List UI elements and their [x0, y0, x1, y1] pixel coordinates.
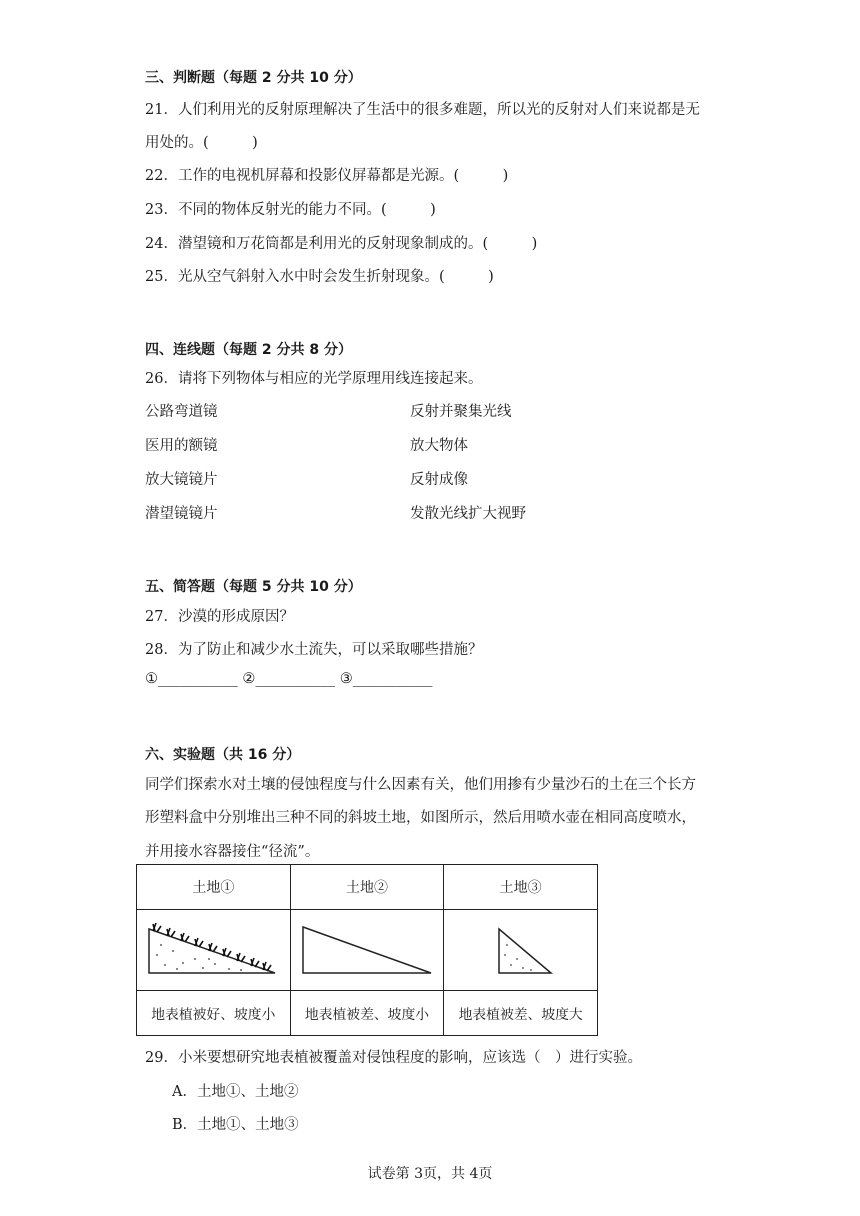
- question-25: 25．光从空气斜射入水中时会发生折射现象。( ): [145, 269, 494, 285]
- land2-slope-figure: [290, 910, 444, 991]
- experiment-intro-line2: 形塑料盒中分别堆出三种不同的斜坡土地，如图所示，然后用喷水壶在相同高度喷水，: [145, 810, 696, 826]
- match-right-item: 反射成像: [410, 472, 468, 488]
- land2-description: 地表植被差、坡度小: [290, 991, 444, 1036]
- bare-steep-slope-icon: [451, 915, 591, 985]
- land1-slope-figure: [137, 910, 291, 991]
- experiment-intro-line3: 并用接水容器接住“径流”。: [145, 844, 320, 860]
- question-26: 26．请将下列物体与相应的光学原理用线连接起来。: [145, 371, 483, 387]
- question-21-line1: 21．人们利用光的反射原理解决了生活中的很多难题，所以光的反射对人们来说都是无: [145, 102, 700, 118]
- match-right-item: 反射并聚集光线: [410, 404, 512, 420]
- answer-blanks[interactable]: ①___________ ②___________ ③___________: [145, 671, 433, 687]
- question-29: 29．小米要想研究地表植被覆盖对侵蚀程度的影响，应该选（ ）进行实验。: [145, 1050, 642, 1066]
- option-a[interactable]: A．土地①、土地②: [172, 1084, 299, 1100]
- experiment-intro-line1: 同学们探索水对土壤的侵蚀程度与什么因素有关，他们用掺有少量沙石的土在三个长方: [145, 777, 696, 793]
- section3-title: 三、判断题（每题 2 分共 10 分）: [145, 70, 362, 86]
- match-left-item: 公路弯道镜: [145, 404, 218, 420]
- land1-description: 地表植被好、坡度小: [137, 991, 291, 1036]
- land3-slope-figure: [444, 910, 598, 991]
- question-22: 22．工作的电视机屏幕和投影仪屏幕都是光源。( ): [145, 168, 509, 184]
- question-27: 27．沙漠的形成原因？: [145, 609, 294, 625]
- table-header-land3: 土地③: [444, 865, 598, 910]
- bare-gentle-slope-icon: [297, 915, 437, 985]
- match-right-item: 放大物体: [410, 438, 468, 454]
- question-21-line2: 用处的。( ): [145, 135, 258, 151]
- match-left-item: 潜望镜镜片: [145, 506, 218, 522]
- match-left-item: 放大镜镜片: [145, 472, 218, 488]
- land3-description: 地表植被差、坡度大: [444, 991, 598, 1036]
- question-23: 23．不同的物体反射光的能力不同。( ): [145, 202, 436, 218]
- option-b[interactable]: B．土地①、土地③: [172, 1117, 299, 1133]
- section5-title: 五、简答题（每题 5 分共 10 分）: [145, 579, 362, 595]
- experiment-table: [136, 864, 598, 1036]
- section4-title: 四、连线题（每题 2 分共 8 分）: [145, 342, 352, 358]
- page-footer: 试卷第 3页，共 4页: [367, 1166, 493, 1182]
- section6-title: 六、实验题（共 16 分）: [145, 747, 301, 763]
- table-header-land1: 土地①: [137, 865, 291, 910]
- match-right-item: 发散光线扩大视野: [410, 506, 526, 522]
- vegetated-slope-icon: [143, 915, 283, 985]
- table-header-land2: 土地②: [290, 865, 444, 910]
- question-28: 28．为了防止和减少水土流失，可以采取哪些措施？: [145, 642, 483, 658]
- question-24: 24．潜望镜和万花筒都是利用光的反射现象制成的。( ): [145, 236, 538, 252]
- match-left-item: 医用的额镜: [145, 438, 218, 454]
